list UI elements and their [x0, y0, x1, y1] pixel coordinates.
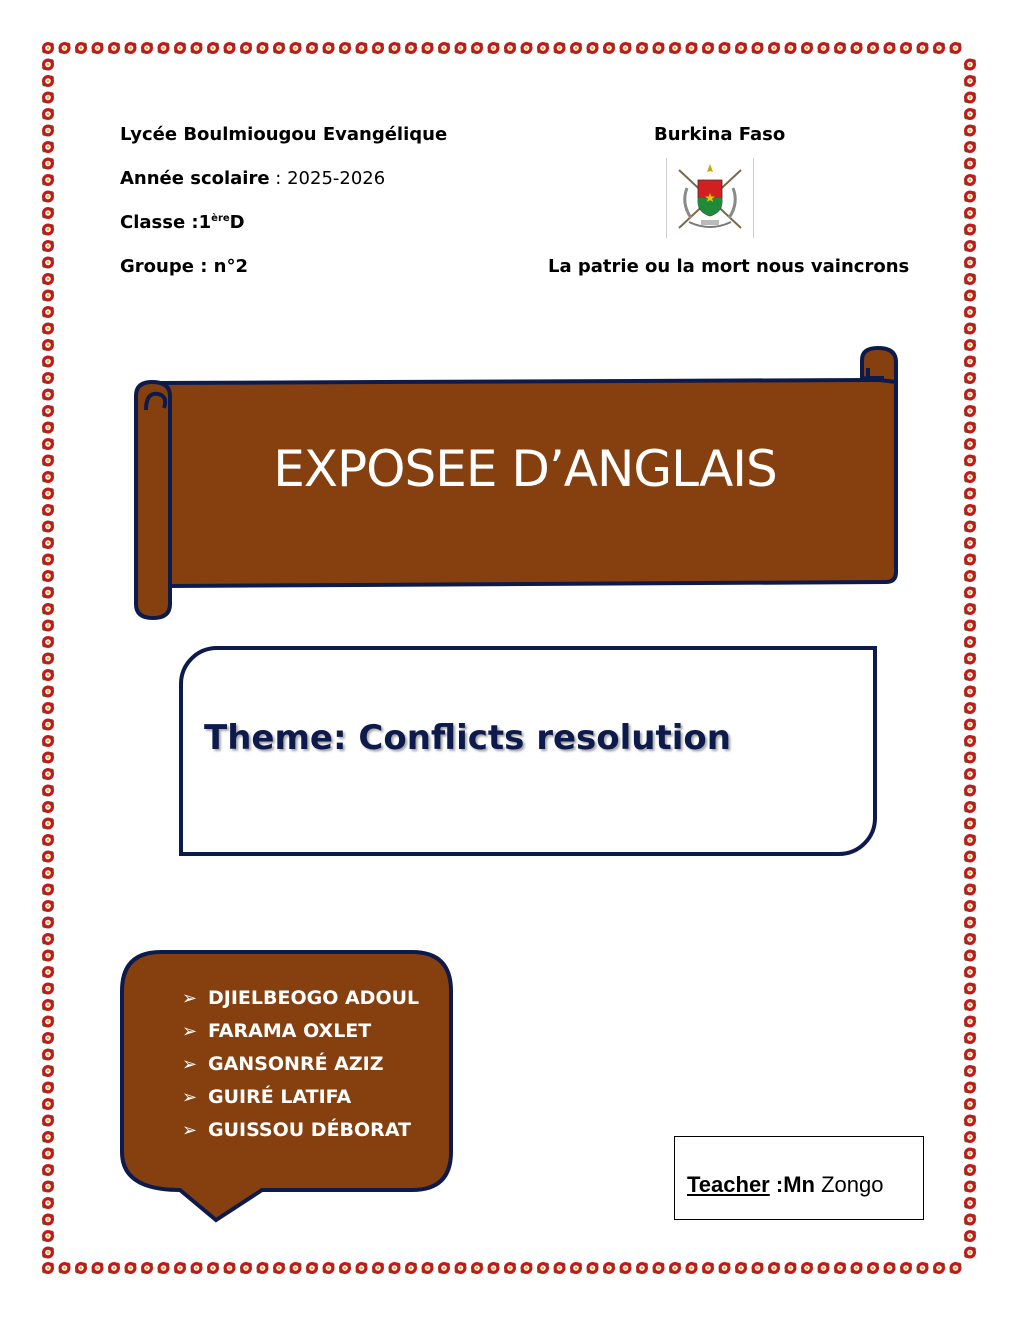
school-name: Lycée Boulmiougou Evangélique: [120, 124, 448, 145]
teacher-name: Zongo: [814, 1172, 884, 1197]
country-name: Burkina Faso: [654, 124, 786, 145]
members-list: [182, 984, 419, 1149]
list-item: [182, 984, 419, 1017]
theme-heading: Theme: Conflicts resolution: [204, 718, 731, 758]
class-prefix: Classe :1: [120, 212, 212, 233]
arrow-bullet-icon: ➢: [182, 1120, 198, 1141]
teacher-line: [687, 1172, 883, 1198]
list-item: [182, 1050, 419, 1083]
arrow-bullet-icon: ➢: [182, 988, 198, 1009]
class-suffix: D: [229, 212, 245, 233]
school-year-label: Année scolaire: [120, 168, 270, 189]
member-name: FARAMA OXLET: [208, 1020, 372, 1042]
school-year-value: : 2025-2026: [269, 168, 386, 189]
member-name: GUISSOU DÉBORAT: [208, 1119, 412, 1141]
arrow-bullet-icon: ➢: [182, 1054, 198, 1075]
arrow-bullet-icon: ➢: [182, 1087, 198, 1108]
document-title: EXPOSEE D’ANGLAIS: [273, 440, 777, 498]
class-sup: ère: [211, 213, 230, 224]
national-motto: La patrie ou la mort nous vaincrons: [548, 256, 910, 277]
teacher-title: :Mn: [769, 1172, 815, 1197]
group-label: Groupe : n°2: [120, 256, 248, 277]
teacher-label: Teacher: [687, 1172, 770, 1197]
list-item: [182, 1083, 419, 1116]
list-item: [182, 1116, 419, 1149]
list-item: [182, 1017, 419, 1050]
member-name: DJIELBEOGO ADOUL: [208, 987, 420, 1009]
arrow-bullet-icon: ➢: [182, 1021, 198, 1042]
member-name: GUIRÉ LATIFA: [208, 1086, 352, 1108]
member-name: GANSONRÉ AZIZ: [208, 1053, 384, 1075]
